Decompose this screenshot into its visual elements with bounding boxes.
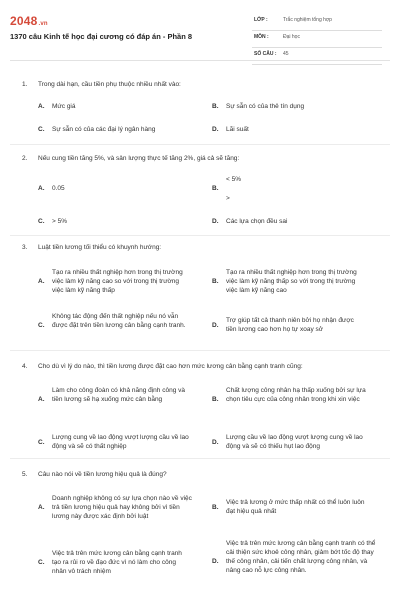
option-letter: B.: [212, 185, 219, 192]
meta-value: Trắc nghiệm tổng hợp: [283, 17, 332, 23]
meta-key: LỚP :: [254, 17, 268, 23]
question-number: 4.: [22, 363, 28, 370]
option-text: Làm cho công đoàn có khả năng định công và tiền lương sẽ hạ xuống mức cân bằng: [52, 387, 185, 403]
question-text: Câu nào nói về tiền lương hiệu quả là đúng?: [38, 471, 167, 478]
option-letter: D.: [212, 218, 219, 225]
option-text: > 5%: [52, 218, 67, 225]
question-text: Cho dù vì lý do nào, thì tiền lương được đặt cao hơn mức lương cân bằng cạnh tranh cũng:: [38, 363, 303, 370]
option-letter: C.: [38, 126, 45, 133]
option-letter: D.: [212, 558, 219, 565]
meta-row-class: [252, 14, 382, 31]
option-text: Trợ giúp tất cả thanh niên bởi họ nhận được tiền lương cao hơn họ tự xoay sở: [226, 317, 354, 333]
option-text: Tạo ra nhiều thất nghiệp hơn trong thị trường việc làm kỹ năng thấp so với trong thị trường việc làm kỹ năng cao: [226, 269, 357, 294]
question-text: Trong dài hạn, cầu tiền phụ thuộc nhiều nhất vào:: [38, 81, 181, 88]
option-text: Không tác động đến thất nghiệp nếu nó vẫn được đặt trên tiền lương cân bằng cạnh tranh.: [52, 313, 186, 329]
option-text: Việc trả lương ở mức thấp nhất có thể luôn luôn đạt hiệu quả nhất: [226, 499, 365, 515]
question-divider: [10, 350, 390, 351]
meta-row-subject: [252, 31, 382, 48]
meta-row-count: [252, 48, 382, 65]
option-letter: A.: [38, 185, 45, 192]
option-text: Lượng cầu về lao động vượt lượng cung về lao động và sẽ có thiếu hụt lao động: [226, 434, 363, 450]
option-letter: A.: [38, 103, 45, 110]
question-divider: [10, 235, 390, 236]
header: [0, 0, 400, 60]
option-letter: C.: [38, 559, 45, 566]
question-divider: [10, 458, 390, 459]
option-letter: C.: [38, 439, 45, 446]
question-divider: [10, 144, 390, 145]
option-text: Việc trả trên mức lương cân bằng cạnh tranh có thể cải thiện sức khoẻ công nhân, giảm bớt tốc độ thay thế công nhân, cải tiến chất lượng công nhân, và nâng cao nỗ lực công nhân.: [226, 540, 376, 574]
option-letter: D.: [212, 322, 219, 329]
option-text: Doanh nghiệp không có sự lựa chọn nào về việc trả tiền lương hiệu quả hay không bởi vì tiền lương này được xác định bởi luật: [52, 495, 192, 520]
meta-key: SỐ CÂU :: [254, 51, 277, 57]
option-text: Lãi suất: [226, 126, 249, 133]
question-number: 5.: [22, 471, 28, 478]
question-number: 3.: [22, 244, 28, 251]
option-letter: A.: [38, 504, 45, 511]
meta-key: MÔN :: [254, 34, 269, 40]
option-text: Lượng cung về lao động vượt lượng cầu về lao động và sẽ có thất nghiệp: [52, 434, 189, 450]
meta-box: [252, 14, 382, 65]
option-text: Sự sẵn có của các đại lý ngân hàng: [52, 126, 156, 133]
option-letter: A.: [38, 396, 45, 403]
option-letter: C.: [38, 218, 45, 225]
question-number: 1.: [22, 81, 28, 88]
option-text: Mức giá: [52, 103, 76, 110]
option-text: < 5%: [226, 176, 241, 183]
site-logo[interactable]: 2048.vn: [10, 14, 48, 28]
option-letter: D.: [212, 126, 219, 133]
question-text: Luật tiền lương tối thiểu có khuynh hướng:: [38, 244, 162, 251]
question-number: 2.: [22, 155, 28, 162]
meta-value: Đại học: [283, 34, 300, 40]
option-letter: B.: [212, 103, 219, 110]
option-letter: B.: [212, 278, 219, 285]
option-letter: A.: [38, 278, 45, 285]
option-text: Việc trả trên mức lương cân bằng cạnh tranh tạo ra rủi ro về đạo đức vì nó làm cho công nhân vô trách nhiệm: [52, 550, 182, 575]
option-text: Các lựa chọn đều sai: [226, 218, 288, 225]
option-text: Chất lượng công nhân hạ thấp xuống bởi sự lựa chọn tiêu cực của công nhân trong khi xin việc: [226, 387, 366, 403]
option-letter: B.: [212, 504, 219, 511]
meta-value: 45: [283, 51, 289, 57]
option-letter: B.: [212, 396, 219, 403]
option-letter: D.: [212, 439, 219, 446]
header-divider: [10, 60, 390, 61]
page-title: 1370 câu Kinh tế học đại cương có đáp án - Phần 8: [10, 32, 193, 41]
option-letter: C.: [38, 322, 45, 329]
question-text: Nếu cung tiền tăng 5%, và sản lượng thực tế tăng 2%, giá cả sẽ tăng:: [38, 155, 240, 162]
option-text: Tạo ra nhiều thất nghiệp hơn trong thị trường việc làm kỹ năng cao so với trong thị trường việc làm kỹ năng thấp: [52, 269, 183, 294]
option-text-2: >: [226, 195, 230, 202]
option-text: 0.05: [52, 185, 65, 192]
option-text: Sự sẵn có của thẻ tín dụng: [226, 103, 305, 110]
